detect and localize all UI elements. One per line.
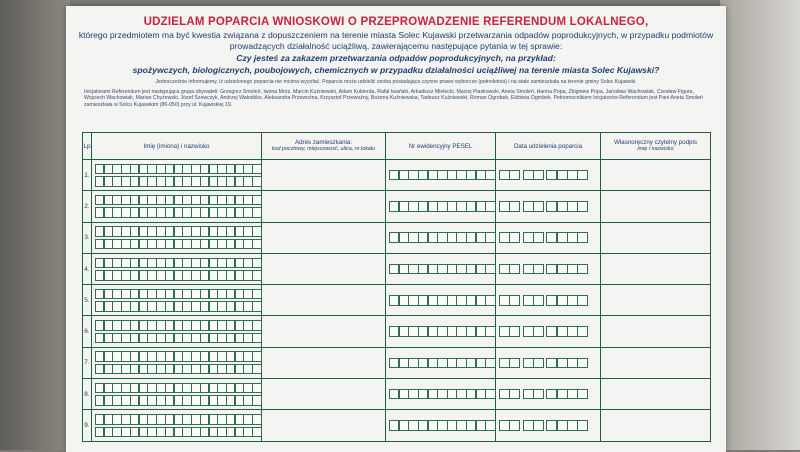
input-box[interactable] [577,264,588,275]
header-signature-label: Własnoręczny czytelny podpis [614,139,697,146]
signature-cell[interactable] [601,222,711,253]
input-box[interactable] [252,414,261,425]
table-row [83,160,711,191]
name-cell[interactable] [92,191,262,222]
input-box[interactable] [252,427,261,438]
row-number: 4. [83,253,92,284]
signature-table [82,132,711,442]
address-cell[interactable] [262,222,386,253]
date-cell[interactable] [496,410,601,441]
row-number: 2. [83,191,92,222]
date-cell[interactable] [496,316,601,347]
input-box[interactable] [252,207,261,218]
input-box[interactable] [252,289,261,300]
pesel-cell[interactable] [386,410,496,441]
input-box[interactable] [252,383,261,394]
input-box[interactable] [252,270,261,281]
input-box[interactable] [577,201,588,212]
name-cell[interactable] [92,160,262,191]
input-box[interactable] [485,420,495,431]
pesel-cell[interactable] [386,191,496,222]
signature-cell[interactable] [601,253,711,284]
table-row [83,316,711,347]
pesel-cell[interactable] [386,316,496,347]
input-box[interactable] [252,351,261,362]
pesel-cell[interactable] [386,347,496,378]
header [66,16,726,108]
input-box[interactable] [252,258,261,269]
header-name: Imię (imiona) i nazwisko [92,133,262,160]
row-number: 6. [83,316,92,347]
header-signature-hint: imię i nazwisko [637,146,674,152]
pesel-cell[interactable] [386,379,496,410]
pesel-cell[interactable] [386,253,496,284]
input-box[interactable] [485,295,495,306]
address-cell[interactable] [262,253,386,284]
date-cell[interactable] [496,191,601,222]
header-address-hint: kod pocztowy, miejscowość, ulica, nr lokalu [271,146,376,152]
question-line-1: Czy jesteś za zakazem przetwarzania odpadów poprodukcyjnych, na przykład: [236,53,556,63]
input-box[interactable] [577,389,588,400]
row-number: 7. [83,347,92,378]
input-box[interactable] [252,239,261,250]
signature-cell[interactable] [601,379,711,410]
signature-cell[interactable] [601,410,711,441]
input-box[interactable] [252,301,261,312]
notice-text: Jednocześnie informujemy, iż udzielonego poparcia nie można wycofać. Poparcia może udzielić osoba posiadająca czynne prawo wyborcze (pełnoletnia) i na stałe zamieszkała na terenie gminy Solec Kujawski. [155,79,637,85]
name-cell[interactable] [92,316,262,347]
date-cell[interactable] [496,379,601,410]
date-cell[interactable] [496,285,601,316]
input-box[interactable] [252,176,261,187]
input-box[interactable] [252,320,261,331]
pesel-cell[interactable] [386,160,496,191]
input-box[interactable] [252,364,261,375]
petition-subtitle: którego przedmiotem ma być kwestia związana z dopuszczeniem na terenie miasta Solec Kujawski przetwarzania odpadów poprodukcyjnych, w przypadku podmiotów prowadzących działalność uciążliwą, zawierającemu następujące pytania w tej sprawie: [78,30,714,51]
header-lp: Lp [83,133,92,160]
date-cell[interactable] [496,160,601,191]
petition-sheet [66,6,726,452]
pesel-cell[interactable] [386,285,496,316]
header-address-label: Adres zamieszkania: [294,139,353,146]
row-number: 8. [83,379,92,410]
input-box[interactable] [485,170,495,181]
signature-cell[interactable] [601,316,711,347]
name-cell[interactable] [92,285,262,316]
input-box[interactable] [252,226,261,237]
table-row [83,285,711,316]
input-box[interactable] [577,420,588,431]
row-number: 9. [83,410,92,441]
address-cell[interactable] [262,285,386,316]
signature-cell[interactable] [601,285,711,316]
date-cell[interactable] [496,253,601,284]
input-box[interactable] [485,232,495,243]
address-cell[interactable] [262,347,386,378]
address-cell[interactable] [262,316,386,347]
header-address [262,133,386,160]
date-cell[interactable] [496,347,601,378]
address-cell[interactable] [262,191,386,222]
row-number: 1. [83,160,92,191]
input-box[interactable] [485,264,495,275]
address-cell[interactable] [262,160,386,191]
table-row [83,410,711,441]
signature-cell[interactable] [601,347,711,378]
table-header-row [83,133,711,160]
name-cell[interactable] [92,410,262,441]
name-cell[interactable] [92,379,262,410]
background-left [0,0,70,450]
table-row [83,253,711,284]
input-box[interactable] [485,358,495,369]
input-box[interactable] [252,164,261,175]
address-cell[interactable] [262,410,386,441]
input-box[interactable] [252,333,261,344]
table-row [83,379,711,410]
input-box[interactable] [577,326,588,337]
input-box[interactable] [252,395,261,406]
row-number: 3. [83,222,92,253]
table-row [83,191,711,222]
input-box[interactable] [577,295,588,306]
pesel-cell[interactable] [386,222,496,253]
name-cell[interactable] [92,347,262,378]
input-box[interactable] [577,358,588,369]
name-cell[interactable] [92,222,262,253]
header-pesel: Nr ewidencyjny PESEL [386,133,496,160]
row-number: 5. [83,285,92,316]
signature-cell[interactable] [601,160,711,191]
signature-cell[interactable] [601,191,711,222]
table-row [83,347,711,378]
address-cell[interactable] [262,379,386,410]
table-row [83,222,711,253]
background-right [720,0,800,450]
input-box[interactable] [577,170,588,181]
input-box[interactable] [252,195,261,206]
header-signature [601,133,711,160]
date-cell[interactable] [496,222,601,253]
name-cell[interactable] [92,253,262,284]
question-line-2: spożywczych, biologicznych, poubojowych, chemicznych w przypadku działalności uciążliwej na terenie miasta Solec Kujawski? [132,65,660,75]
input-box[interactable] [485,326,495,337]
input-box[interactable] [485,389,495,400]
input-box[interactable] [485,201,495,212]
table-body [83,160,711,442]
initiators-text: Inicjatorami Referendum jest następująca grupa obywateli: Grzegorz Smoleń, Iwona Mróz, Marcin Kuźniewski, Adam Kubierda, Rafał Iwański, Arkadiusz Mielecki, Maciej Piaskowski, Aneta Smoleń, Hanna Popa, Zbigniew Popa, Jarosław Wachowiak, Czesław Figura, Wojciech Wachowiak, Marian Chyżewski, Józef Szewczyk, Andrzej Wałodźko, Aleksandra Przewoźna, Krzysztof Przewoźny, Bożena Kuźniewska, Tadeusz Kuźniewski, Roman Ogrobek, Elżbieta Ogrobek. Pełnomocnikiem Inicjatorów Referendum jest Pani Aneta Smoleń zamieszkała w Solcu Kujawskim (86-050) przy ul. Kujawskiej 19. [84,88,703,108]
header-date: Data udzielenia poparcia [496,133,601,160]
input-box[interactable] [577,232,588,243]
petition-title: UDZIELAM POPARCIA WNIOSKOWI O PRZEPROWADZENIE REFERENDUM LOKALNEGO, [143,16,649,28]
